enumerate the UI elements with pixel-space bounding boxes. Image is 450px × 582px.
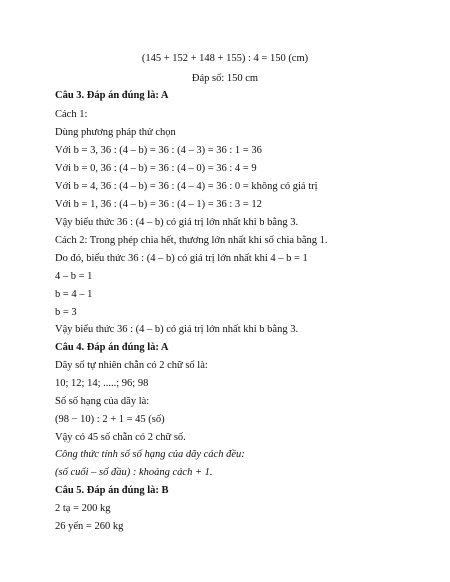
q4-count-label: Số số hạng của dãy là: bbox=[55, 396, 150, 407]
q4-formula: (số cuối – số đầu) : khoảng cách + 1. bbox=[55, 467, 213, 478]
q3-method2-reason: Do đó, biểu thức 36 : (4 – b) có giá trị lớn nhất khi 4 – b = 1 bbox=[55, 253, 308, 264]
q4-sequence: 10; 12; 14; .....; 96; 98 bbox=[55, 378, 149, 389]
q5-heading: Câu 5. Đáp án đúng là: B bbox=[55, 485, 169, 496]
q3-trial-3: Với b = 4, 36 : (4 – b) = 36 : (4 – 4) = 36 : 0 = không có giá trị bbox=[55, 181, 318, 192]
q5-line-1: 2 tạ = 200 kg bbox=[55, 503, 111, 514]
q3-step-1: 4 – b = 1 bbox=[55, 271, 93, 282]
q3-step-3: b = 3 bbox=[55, 307, 77, 318]
q4-formula-label: Công thức tính số số hạng của dãy cách đều: bbox=[55, 449, 245, 460]
q3-trial-4: Với b = 1, 36 : (4 – b) = 36 : (4 – 1) = 36 : 3 = 12 bbox=[55, 199, 262, 210]
answer-line: Đáp số: 150 cm bbox=[191, 73, 259, 84]
q4-conclusion: Vậy có 45 số chẵn có 2 chữ số. bbox=[55, 432, 186, 443]
q4-count-calc: (98 − 10) : 2 + 1 = 45 (số) bbox=[55, 414, 165, 425]
q3-conclusion-1: Vậy biểu thức 36 : (4 – b) có giá trị lớn nhất khi b bằng 3. bbox=[55, 217, 299, 228]
q4-intro: Dãy số tự nhiên chẵn có 2 chữ số là: bbox=[55, 360, 208, 371]
q3-method1-intro: Dùng phương pháp thử chọn bbox=[55, 127, 176, 138]
q3-method2: Cách 2: Trong phép chia hết, thương lớn nhất khi số chia bằng 1. bbox=[55, 235, 328, 246]
q3-method1-label: Cách 1: bbox=[55, 109, 88, 120]
q4-heading: Câu 4. Đáp án đúng là: A bbox=[55, 342, 169, 353]
q3-trial-2: Với b = 0, 36 : (4 – b) = 36 : (4 – 0) = 36 : 4 = 9 bbox=[55, 163, 257, 174]
q3-step-2: b = 4 – 1 bbox=[55, 289, 93, 300]
q3-trial-1: Với b = 3, 36 : (4 – b) = 36 : (4 – 3) = 36 : 1 = 36 bbox=[55, 145, 262, 156]
q3-conclusion-2: Vậy biểu thức 36 : (4 – b) có giá trị lớn nhất khi b bằng 3. bbox=[55, 324, 299, 335]
q3-heading: Câu 3. Đáp án đúng là: A bbox=[55, 90, 169, 101]
q5-line-2: 26 yến = 260 kg bbox=[55, 521, 124, 532]
calc-line: (145 + 152 + 148 + 155) : 4 = 150 (cm) bbox=[141, 53, 309, 64]
